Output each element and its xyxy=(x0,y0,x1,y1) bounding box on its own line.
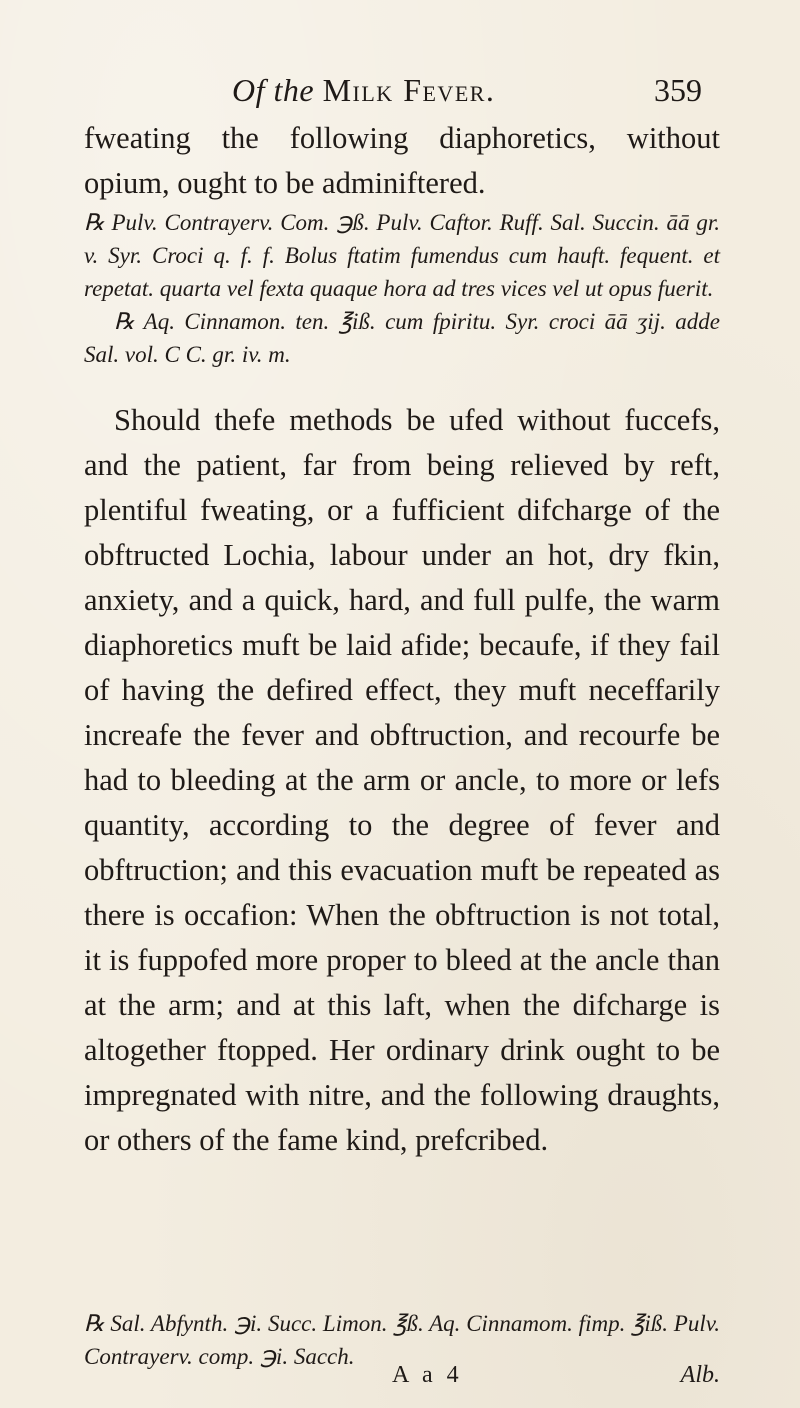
running-head-title: Milk Fever. xyxy=(322,72,496,108)
intro-paragraph: fweating the following diaphoretics, without opium, ought to be adminiftered. xyxy=(84,121,720,200)
running-head xyxy=(232,72,495,109)
recipe-block-1 xyxy=(84,206,720,371)
page-number: 359 xyxy=(654,72,702,108)
signature-mark: A a 4 xyxy=(392,1362,463,1388)
recipe-1: ℞ Pulv. Contrayerv. Com. ℈ß. Pulv. Caftor. Ruff. Sal. Succin. āā gr. v. Syr. Croci q. f. f. Bolus ftatim fumendus cum hauft. fequent. et repetat. quarta vel fexta quaque hora ad tres vices vel ut opus fuerit. xyxy=(84,210,720,301)
recipe-2: ℞ Aq. Cinnamon. ten. ℥iß. cum fpiritu. Syr. croci āā ʒij. adde Sal. vol. C C. gr. iv. m. xyxy=(84,309,720,367)
main-paragraph: Should thefe methods be ufed without fuccefs, and the patient, far from being relieved by reft, plentiful fweating, or a fufficient difcharge of the obftructed Lochia, labour under an hot, dry fkin, anxiety, and a quick, hard, and full pulfe, the warm diaphoretics muft be laid afide; becaufe, if they fail of having the defired effect, they muft neceffarily increafe the fever and obftruction, and recourfe be had to bleeding at the arm or ancle, to more or lefs quantity, according to the degree of fever and obftruction; and this evacuation muft be repeated as there is occafion: When the obftruction is not total, it is fuppofed more proper to bleed at the ancle than at the arm; and at this laft, when the difcharge is altogether ftopped. Her ordinary drink ought to be impregnated with nitre, and the following draughts, or others of the fame kind, prefcribed. xyxy=(84,403,720,1157)
catchword: Alb. xyxy=(680,1362,720,1388)
running-head-prefix: Of the xyxy=(232,72,315,108)
page-footer xyxy=(84,1362,720,1396)
recipe-3: ℞ Sal. Abfynth. ℈i. Succ. Limon. ℥ß. Aq. Cinnamom. fimp. ℥iß. Pulv. Contrayerv. comp. ℈i. Sacch. xyxy=(84,1311,720,1369)
page-header xyxy=(232,72,702,112)
